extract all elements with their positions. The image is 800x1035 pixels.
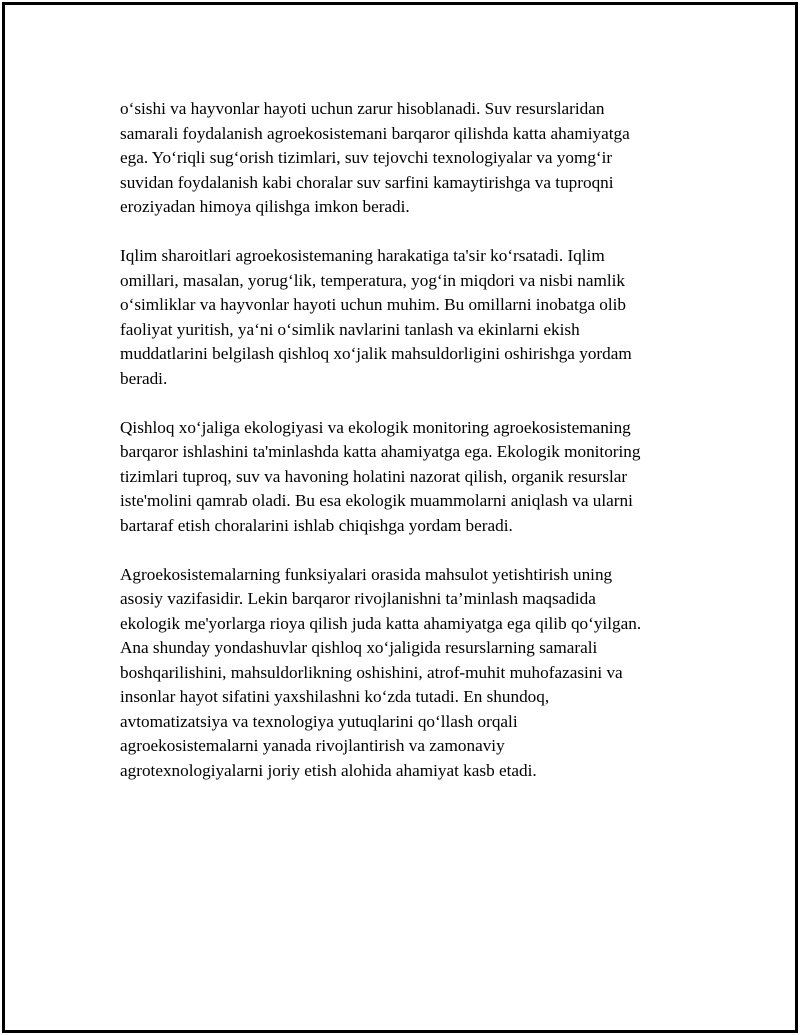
text-line: Ana shunday yondashuvlar qishloq xo‘jaligida resurslarning samarali: [120, 638, 598, 657]
text-line: agroekosistemalarni yanada rivojlantirish va zamonaviy: [120, 736, 505, 755]
text-line: agrotexnologiyalarni joriy etish alohida ahamiyat kasb etadi.: [120, 760, 537, 780]
paragraph-1: [120, 97, 720, 220]
text-line: barqaror ishlashini ta'minlashda katta ahamiyatga ega. Ekologik monitoring: [120, 442, 641, 461]
document-page: [2, 2, 798, 1033]
text-line: ekologik me'yorlarga rioya qilish juda katta ahamiyatga ega qilib qo‘yilgan.: [120, 613, 642, 633]
text-line: boshqarilishini, mahsuldorlikning oshishini, atrof-muhit muhofazasini va: [120, 662, 623, 682]
text-line: tizimlari tuproq, suv va havoning holatini nazorat qilish, organik resurslar: [120, 466, 628, 486]
paragraph-3: [120, 416, 720, 539]
text-line: o‘simliklar va hayvonlar hayoti uchun muhim. Bu omillarni inobatga olib: [120, 295, 626, 314]
text-line: faoliyat yuritish, ya‘ni o‘simlik navlarini tanlash va ekinlarni ekish: [120, 319, 580, 339]
text-line: asosiy vazifasidir. Lekin barqaror rivojlanishni ta’minlash maqsadida: [120, 589, 596, 608]
text-line: eroziyadan himoya qilishga imkon beradi.: [120, 197, 410, 216]
text-line: suvidan foydalanish kabi choralar suv sarfini kamaytirishga va tuproqni: [120, 172, 614, 192]
paragraph-4: [120, 563, 720, 784]
text-line: Agroekosistemalarning funksiyalari orasida mahsulot yetishtirish uning: [120, 564, 613, 584]
text-line: o‘sishi va hayvonlar hayoti uchun zarur hisoblanadi. Suv resurslaridan: [120, 99, 605, 118]
text-line: omillari, masalan, yorug‘lik, temperatura, yog‘in miqdori va nisbi namlik: [120, 270, 626, 290]
text-line: insonlar hayot sifatini yaxshilashni ko‘zda tutadi. En shundoq,: [120, 687, 550, 706]
text-line: bartaraf etish choralarini ishlab chiqishga yordam beradi.: [120, 515, 513, 535]
text-line: Qishloq xo‘jaliga ekologiyasi va ekologik monitoring agroekosistemaning: [120, 417, 631, 437]
text-line: avtomatizatsiya va texnologiya yutuqlarini qo‘llash orqali: [120, 711, 518, 731]
document-body: [120, 97, 720, 808]
paragraph-2: [120, 244, 720, 391]
text-line: beradi.: [120, 368, 168, 388]
text-line: iste'molini qamrab oladi. Bu esa ekologik muammolarni aniqlash va ularni: [120, 491, 633, 510]
text-line: samarali foydalanish agroekosistemani barqaror qilishda katta ahamiyatga: [120, 123, 630, 143]
text-line: ega. Yo‘riqli sug‘orish tizimlari, suv tejovchi texnologiyalar va yomg‘ir: [120, 148, 613, 167]
text-line: muddatlarini belgilash qishloq xo‘jalik mahsuldorligini oshirishga yordam: [120, 344, 632, 363]
text-line: Iqlim sharoitlari agroekosistemaning harakatiga ta'sir ko‘rsatadi. Iqlim: [120, 246, 605, 265]
